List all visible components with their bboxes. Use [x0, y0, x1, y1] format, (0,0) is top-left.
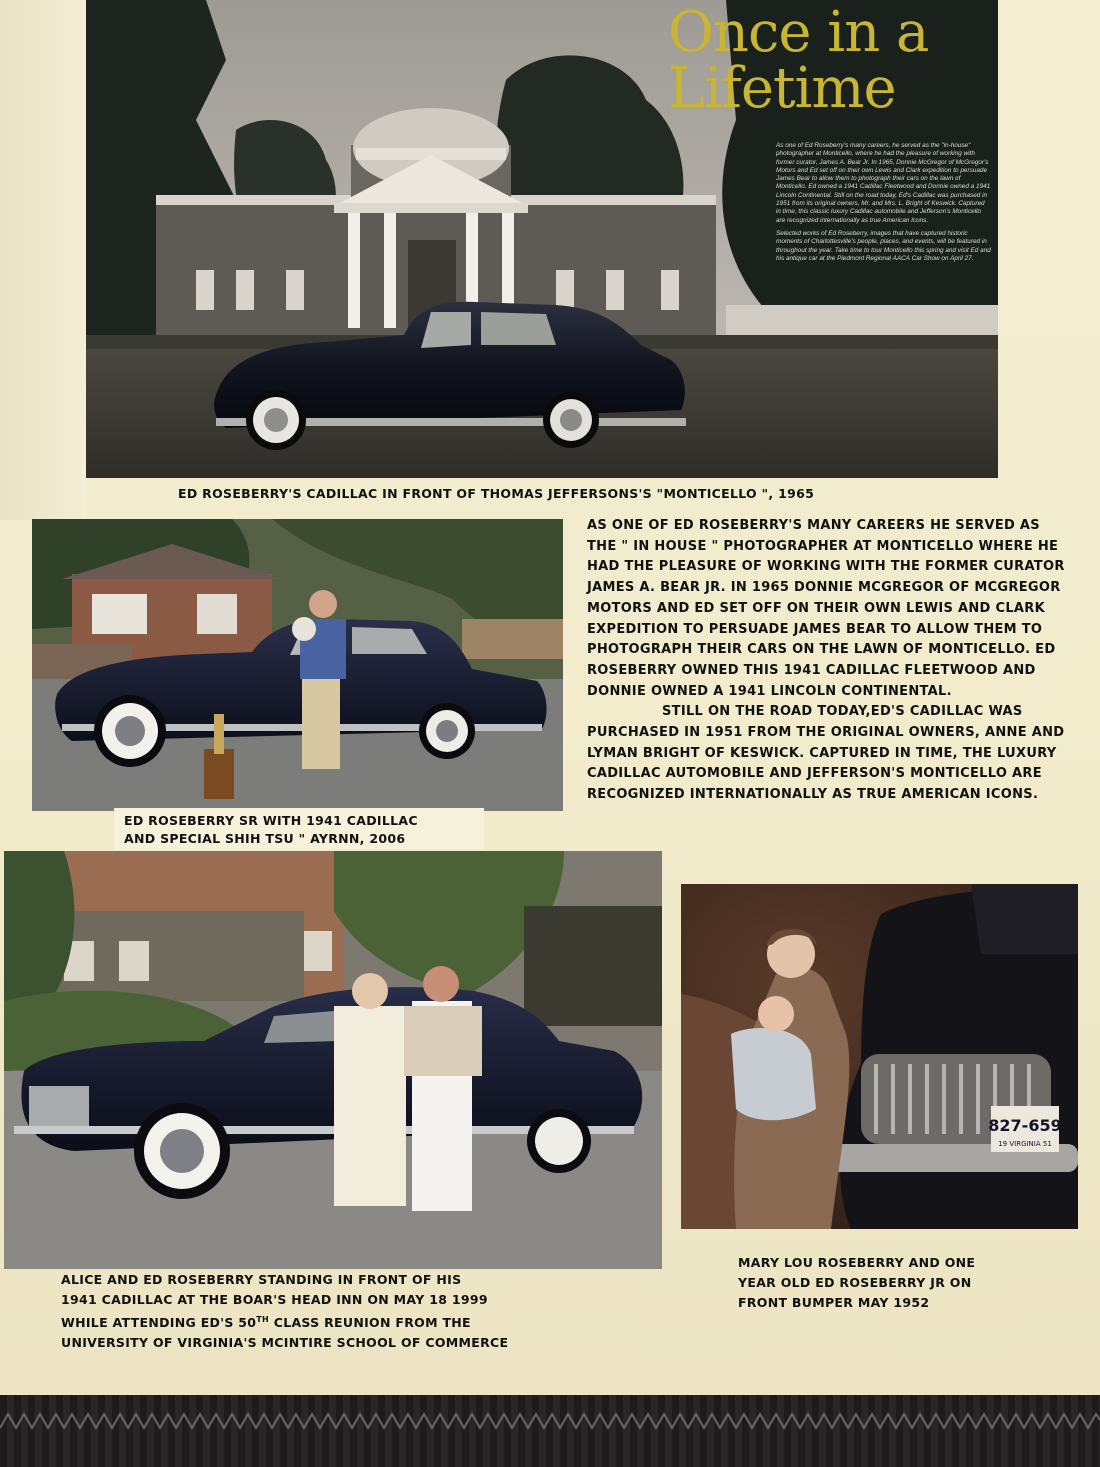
boars-head-caption-line-3-post: CLASS REUNION FROM THE — [269, 1315, 471, 1331]
monticello-caption — [178, 486, 814, 501]
boars-head-photo — [4, 851, 662, 1269]
page-edge — [0, 0, 86, 520]
cadillac-2006-caption — [114, 808, 484, 850]
inset-paragraph-1: As one of Ed Roseberry's many careers, he served as the "in-house" photographer at Monticello, where he had the pleasure of working with former curator, James A. Bear Jr. In 1965, Donnie McGregor of McGregor's Motors and Ed set off on their own Lewis and Clark expedition to persuade James Bear to allow them to photograph their cars on the lawn of Monticello. Ed owned a 1941 Cadillac Fleetwood and Donnie owned a 1941 Lincoln Continental. Still on the road today, Ed's Cadillac was purchased in 1951 from its original owners, Mr. and Mrs. L. Bright of Keswick. Captured in time, this classic luxury Cadillac automobile and Jefferson's Monticello are recognized internationally as true American Icons. — [776, 142, 991, 224]
article-body — [587, 516, 1067, 806]
cadillac-2006-caption-line-1: ED ROSEBERRY SR WITH 1941 CADILLAC — [124, 813, 418, 828]
license-plate-number: 827-659 — [988, 1116, 1062, 1135]
inset-article-text — [776, 142, 991, 268]
body-paragraph-2: STILL ON THE ROAD TODAY,ED'S CADILLAC WAS PURCHASED IN 1951 FROM THE ORIGINAL OWNERS, ANNE AND LYMAN BRIGHT OF KESWICK. CAPTURED IN TIME, THE LUXURY CADILLAC AUTOMOBILE AND JEFFERSON'S MONTICELLO ARE RECOGNIZED INTERNATIONALLY AS TRUE AMERICAN ICONS. — [587, 704, 1065, 803]
boars-head-caption-line-3-pre: WHILE ATTENDING ED'S 50 — [61, 1315, 257, 1331]
title-line-2: Lifetime — [668, 56, 896, 121]
cadillac-2006-scene — [32, 519, 563, 811]
monticello-caption-text: ED ROSEBERRY'S CADILLAC IN FRONT OF THOMAS JEFFERSONS'S "MONTICELLO ", 1965 — [178, 486, 815, 501]
title-line-1: Once in a — [668, 0, 929, 65]
cadillac-2006-photo — [32, 519, 563, 811]
mary-lou-photo — [681, 884, 1078, 1229]
boars-head-caption-line-4: UNIVERSITY OF VIRGINIA'S MCINTIRE SCHOOL OF COMMERCE — [61, 1335, 509, 1351]
boars-head-scene — [4, 851, 662, 1269]
mary-lou-caption — [738, 1253, 975, 1313]
boars-head-caption-line-1: ALICE AND ED ROSEBERRY STANDING IN FRONT OF HIS — [61, 1272, 462, 1287]
mary-lou-scene — [681, 884, 1078, 1229]
license-plate-state: 19 VIRGINIA 51 — [998, 1140, 1052, 1148]
mary-lou-caption-line-1: MARY LOU ROSEBERRY AND ONE — [738, 1255, 976, 1270]
boars-head-caption-line-3 — [61, 1310, 508, 1333]
mary-lou-caption-line-2: YEAR OLD ED ROSEBERRY JR ON — [738, 1275, 972, 1290]
boars-head-caption-line-2: 1941 CADILLAC AT THE BOAR'S HEAD INN ON MAY 18 1999 — [61, 1292, 488, 1307]
cadillac-2006-caption-line-2: AND SPECIAL SHIH TSU " AYRNN, 2006 — [124, 831, 406, 846]
article-title — [668, 0, 998, 121]
boars-head-caption — [61, 1270, 508, 1353]
boars-head-caption-ordinal: TH — [256, 1315, 270, 1324]
mary-lou-caption-line-3: FRONT BUMPER MAY 1952 — [738, 1295, 930, 1310]
body-paragraph-1: AS ONE OF ED ROSEBERRY'S MANY CAREERS HE SERVED AS THE " IN HOUSE " PHOTOGRAPHER AT MONTICELLO WHERE HE HAD THE PLEASURE OF WORKING WITH THE FORMER CURATOR JAMES A. BEAR JR. IN 1965 DONNIE MCGREGOR OF MCGREGOR MOTORS AND ED SET OFF ON THEIR OWN LEWIS AND CLARK EXPEDITION TO PERSUADE JAMES BEAR TO ALLOW THEM TO PHOTOGRAPH THEIR CARS ON THE LAWN OF MONTICELLO. ED ROSEBERRY OWNED THIS 1941 CADILLAC FLEETWOOD AND DONNIE OWNED A 1941 LINCOLN CONTINENTAL. — [587, 518, 1065, 699]
inset-paragraph-2: Selected works of Ed Roseberry, images that have captured historic moments of Charlottesville's people, places, and events, will be featured in throughout the year. Take time to tour Monticello this spring and visit Ed and his antique car at the Piedmont Regional AACA Car Show on April 27. — [776, 229, 991, 262]
stitching-decoration — [0, 1410, 1100, 1432]
